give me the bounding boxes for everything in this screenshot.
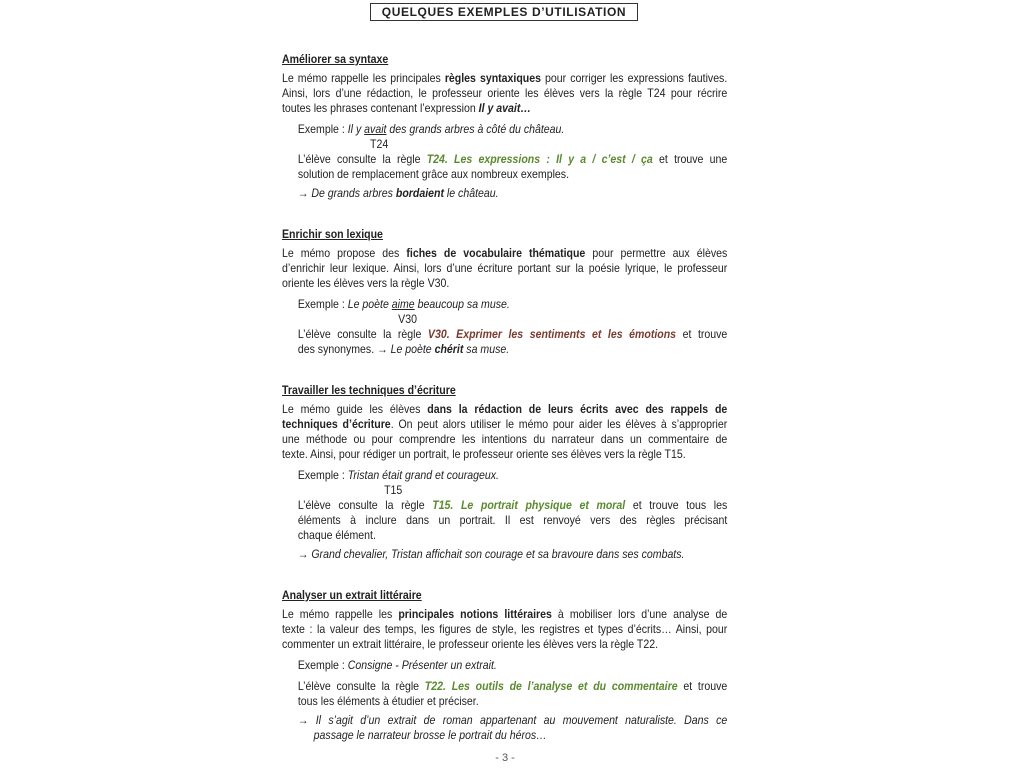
text-segment: d’enrichir leur lexique. Ainsi, lors d’une écriture portant sur la poésie lyrique, le professeur xyxy=(282,261,728,275)
text-segment: chérit xyxy=(434,342,464,356)
text-segment: Le mémo guide les élèves xyxy=(282,402,428,416)
text-segment: Exemple : xyxy=(297,122,348,136)
para-line xyxy=(282,637,727,652)
text-segment: et trouve tous les xyxy=(625,498,728,512)
text-segment: techniques d’écriture xyxy=(282,417,391,431)
text-segment: avait xyxy=(364,122,387,136)
text-segment: Ainsi, lors d’une rédaction, le professeur oriente les élèves vers la règle T24 pour récrire xyxy=(282,86,728,100)
text-segment: une méthode ou pour comprendre les intentions du narrateur dans un commentaire de xyxy=(282,432,728,446)
text-segment: et trouve une xyxy=(652,152,728,166)
text-segment: et trouve xyxy=(677,679,728,693)
text-segment: pour permettre aux élèves xyxy=(585,246,728,260)
consult-line xyxy=(298,498,727,513)
text-segment: aime xyxy=(391,297,415,311)
text-segment: et trouve xyxy=(676,327,728,341)
text-segment: pour corriger les expressions fautives. xyxy=(541,71,728,85)
para-line xyxy=(282,276,727,291)
page-number: - 3 - xyxy=(495,752,515,764)
para-line xyxy=(282,246,727,261)
example-line xyxy=(298,297,727,312)
text-segment: sa muse. xyxy=(463,342,510,356)
text-segment: → xyxy=(297,713,316,727)
text-segment: Exemple : xyxy=(297,297,348,311)
text-segment: chaque élément. xyxy=(297,528,376,542)
arrow-line xyxy=(314,728,728,743)
example-line xyxy=(298,658,727,673)
para-line xyxy=(282,261,727,276)
example-line xyxy=(298,468,727,483)
text-segment: tous les éléments à étudier et préciser. xyxy=(297,694,479,708)
rule-reference: V30. Exprimer les sentiments et les émotions xyxy=(427,327,677,341)
consult-line xyxy=(298,342,727,357)
text-segment: texte. Ainsi, pour rédiger un portrait, le professeur oriente ses élèves vers la règle T15. xyxy=(282,447,686,461)
text-segment: Exemple : xyxy=(297,468,348,482)
arrow-line xyxy=(298,713,727,728)
rule-reference: T22. Les outils de l’analyse et du commentaire xyxy=(424,679,678,693)
text-segment: le château. xyxy=(443,186,499,200)
text-segment: Le mémo rappelle les xyxy=(282,607,399,621)
section-title: Travailler les techniques d’écriture xyxy=(282,383,456,397)
text-segment: dans la rédaction de leurs écrits avec des rappels de xyxy=(427,402,728,416)
text-segment: Le poète xyxy=(390,342,435,356)
text-segment: L’élève consulte la règle xyxy=(297,327,428,341)
text-segment: → xyxy=(297,186,312,200)
text-segment: beaucoup sa muse. xyxy=(414,297,510,311)
section xyxy=(282,52,727,201)
text-segment: → xyxy=(297,547,312,561)
rule-reference: T15. Le portrait physique et moral xyxy=(432,498,626,512)
text-segment: . On peut alors utiliser le mémo pour aider les élèves à s’approprier xyxy=(390,417,728,431)
section-title: Enrichir son lexique xyxy=(282,227,383,241)
document-body xyxy=(282,52,727,769)
text-segment: Grand chevalier, Tristan affichait son courage et sa bravoure dans ses combats. xyxy=(311,547,685,561)
consult-line xyxy=(298,167,727,182)
text-segment: à mobiliser lors d’une analyse de xyxy=(551,607,728,621)
section-title: Améliorer sa syntaxe xyxy=(282,52,389,66)
consult-line xyxy=(298,513,727,528)
text-segment: L’élève consulte la règle xyxy=(297,152,427,166)
text-segment: De grands arbres xyxy=(311,186,396,200)
text-segment: Consigne - Présenter un extrait. xyxy=(347,658,497,672)
text-segment: principales notions littéraires xyxy=(398,607,552,621)
rule-code-label: T24 xyxy=(370,137,389,151)
para-line xyxy=(282,101,727,116)
section xyxy=(282,383,727,562)
text-segment: passage le narrateur brosse le portrait du héros… xyxy=(313,728,547,742)
consult-line xyxy=(298,152,727,167)
para-line xyxy=(282,432,727,447)
para-line xyxy=(282,86,727,101)
text-segment: commenter un extrait littéraire, le professeur oriente les élèves vers la règle T22. xyxy=(282,637,659,651)
text-segment: éléments à inclure dans un portrait. Il est renvoyé vers des règles précisant xyxy=(297,513,728,527)
text-segment: L’élève consulte la règle xyxy=(297,679,425,693)
text-segment: Tristan était grand et courageux. xyxy=(347,468,499,482)
para-line xyxy=(282,402,727,417)
rule-code-label: T15 xyxy=(384,483,403,497)
text-segment: Il s’agit d’un extrait de roman appartenant au mouvement naturaliste. Dans ce xyxy=(315,713,728,727)
para-line xyxy=(282,417,727,432)
text-segment: Le mémo propose des xyxy=(282,246,407,260)
consult-line xyxy=(298,694,727,709)
text-segment: des grands arbres à côté du château. xyxy=(386,122,565,136)
para-line xyxy=(282,71,727,86)
section xyxy=(282,588,727,743)
text-segment: texte : la valeur des temps, les figures de style, les registres et types d’écrits… Ainsi, pour xyxy=(282,622,728,636)
text-segment: fiches de vocabulaire thématique xyxy=(406,246,586,260)
para-line xyxy=(282,447,727,462)
section-title: Analyser un extrait littéraire xyxy=(282,588,422,602)
text-segment: Il y xyxy=(347,122,365,136)
section xyxy=(282,227,727,357)
text-segment: Le poète xyxy=(347,297,392,311)
para-line xyxy=(282,607,727,622)
text-segment: toutes les phrases contenant l’expression xyxy=(282,101,479,115)
text-segment: Exemple : xyxy=(297,658,348,672)
text-segment: des synonymes. → xyxy=(297,342,391,356)
consult-line xyxy=(298,327,727,342)
text-segment: règles syntaxiques xyxy=(444,71,542,85)
text-segment: solution de remplacement grâce aux nombreux exemples. xyxy=(297,167,570,181)
arrow-line xyxy=(298,186,727,201)
text-segment: Le mémo rappelle les principales xyxy=(282,71,445,85)
rule-reference: T24. Les expressions : Il y a / c’est / ça xyxy=(426,152,653,166)
para-line xyxy=(282,622,727,637)
page-heading: QUELQUES EXEMPLES D’UTILISATION xyxy=(370,3,638,21)
example-line xyxy=(298,122,727,137)
rule-code-label: V30 xyxy=(398,312,417,326)
text-segment: Il y avait… xyxy=(478,101,531,115)
text-segment: oriente les élèves vers la règle V30. xyxy=(282,276,450,290)
consult-line xyxy=(298,679,727,694)
arrow-line xyxy=(298,547,727,562)
text-segment: bordaient xyxy=(395,186,444,200)
text-segment: L’élève consulte la règle xyxy=(297,498,433,512)
consult-line xyxy=(298,528,727,543)
